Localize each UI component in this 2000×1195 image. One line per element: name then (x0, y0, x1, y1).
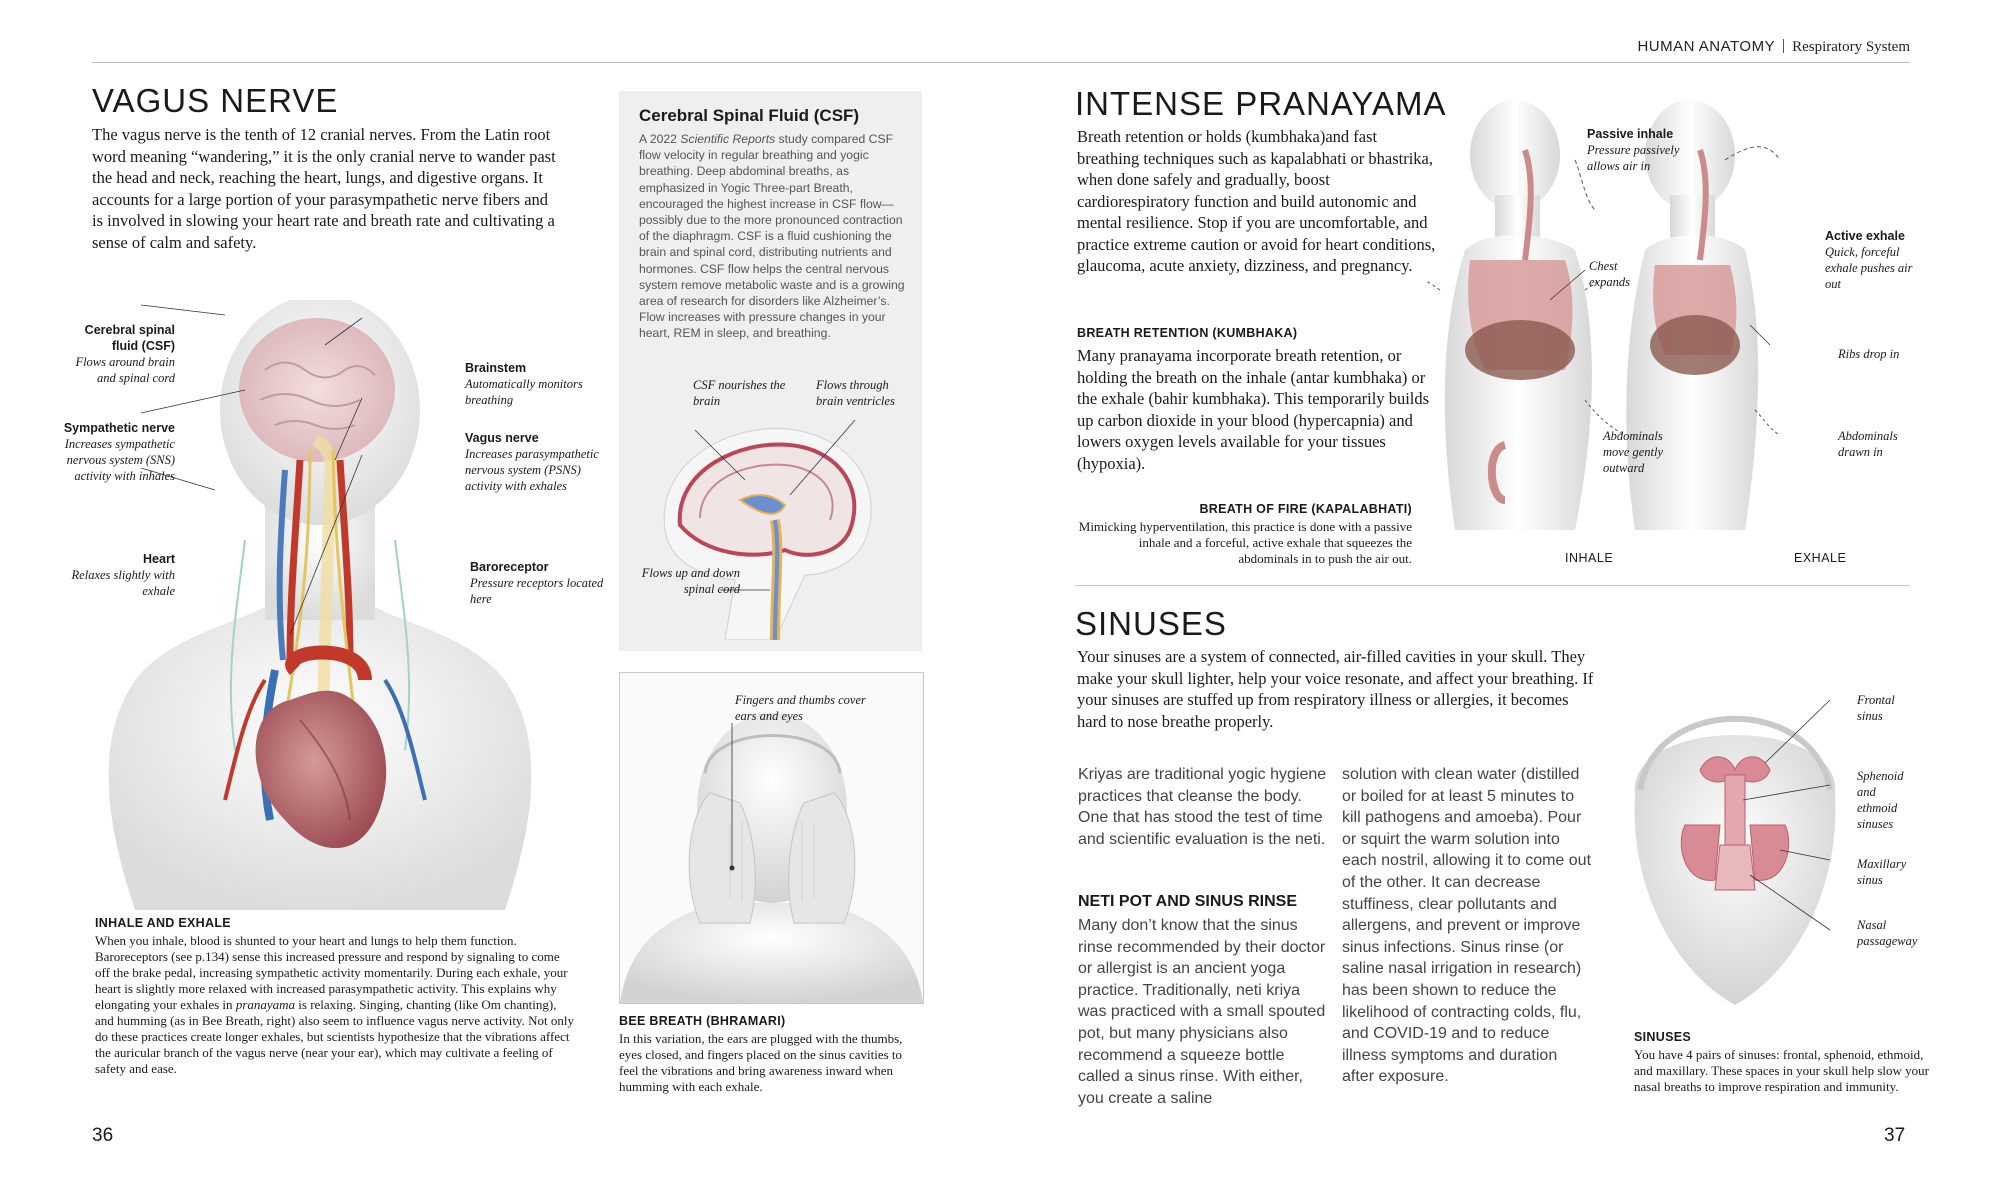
csf-box-body (639, 131, 909, 342)
label-brainstem (465, 360, 605, 408)
csf-illustration (625, 400, 915, 640)
label-csf-spinal (630, 565, 740, 597)
label-sympathetic (55, 420, 175, 484)
neti-intro: Kriyas are traditional yogic hygiene practices that cleanse the body. One that has stood the test of time and scientific evaluation is the neti. (1078, 766, 1327, 848)
label-active-exhale (1825, 228, 1920, 292)
label-bee-text: Fingers and thumbs cover ears and eyes (735, 693, 866, 723)
label-active-exhale-title: Active exhale (1825, 229, 1905, 243)
label-bee (735, 692, 885, 724)
label-baroreceptor (470, 559, 605, 607)
vagus-title: VAGUS NERVE (92, 82, 339, 119)
label-passive-inhale-desc: Pressure passively allows air in (1587, 143, 1680, 173)
label-sympathetic-title: Sympathetic nerve (63, 421, 175, 435)
sinuses-caption-body: You have 4 pairs of sinuses: frontal, sphenoid, ethmoid, and maxillary. These spaces in your skull help slow your nasal breaths to improve respiration and immunity. (1634, 1047, 1929, 1094)
label-nasal (1857, 917, 1937, 949)
label-maxillary-text: Maxillary sinus (1857, 857, 1907, 887)
label-ribs-drop (1838, 346, 1918, 362)
label-brainstem-title: Brainstem (465, 361, 527, 375)
label-vagus-desc: Increases parasympathetic nervous system (PSNS) activity with exhales (465, 447, 599, 493)
label-maxillary (1857, 856, 1927, 888)
page-number-left: 36 (92, 1125, 114, 1146)
header-separator (1783, 39, 1784, 53)
label-sphenoid (1857, 768, 1917, 832)
inhale-exhale-title: INHALE AND EXHALE (95, 916, 231, 930)
label-abdominals-in (1838, 428, 1918, 460)
neti-title: NETI POT AND SINUS RINSE (1078, 893, 1297, 910)
csf-body-em: Scientific Reports (680, 132, 776, 146)
sinuses-body: Your sinuses are a system of connected, air-filled cavities in your skull. They make your skull lighter, help your voice resonate, and affect your breathing. If your sinuses are stuffed up from respiratory illness or allergies, it becomes hard to nose breathe properly. (1077, 647, 1594, 731)
fire-body: Mimicking hyperventilation, this practice is done with a passive inhale and a forceful, active exhale that squeezes the abdominals in to push the air out. (1078, 519, 1412, 566)
inhale-exhale-body-b: is relaxing. Singing, chanting (like Om chanting), and humming (as in Bee Breath, right) also seem to influence vagus nerve activity. Not only do these practices create longer exhales, but scientists hypothesize that the vibrations affect the auricular branch of the vagus nerve (near your ear), which may cultivate a feeling of safety and ease. (95, 997, 574, 1076)
label-csf-title: Cerebral spinal fluid (CSF) (84, 323, 175, 353)
top-rule (92, 62, 1910, 63)
label-csf-desc: Flows around brain and spinal cord (75, 355, 175, 385)
inhale-exhale-body-em: pranayama (235, 997, 296, 1012)
label-nasal-text: Nasal passageway (1857, 918, 1918, 948)
label-baroreceptor-desc: Pressure receptors located here (470, 576, 604, 606)
label-sphenoid-text: Sphenoid and ethmoid sinuses (1857, 769, 1904, 831)
page-number-right: 37 (1884, 1125, 1906, 1146)
label-passive-inhale (1587, 126, 1702, 174)
inhale-exhale-body (95, 933, 575, 1077)
label-chest-expands (1589, 258, 1659, 290)
neti-body-col2: solution with clean water (distilled or boiled for at least 5 minutes to kill pathogens and amoeba). Pour or squirt the warm solution into each nostril, allowing it to come out of the other. It can decrease stuffiness, clear pollutants and allergens, and prevent or improve sinus infections. Sinus rinse (or saline nasal irrigation in research) has been shown to reduce the likelihood of contracting colds, flu, and COVID-19 and to reduce illness symptoms and duration after exposure. (1342, 766, 1592, 1086)
fire-title: BREATH OF FIRE (KAPALABHATI) (1199, 502, 1412, 516)
label-sympathetic-desc: Increases sympathetic nervous system (SNS) activity with inhales (64, 437, 175, 483)
label-baroreceptor-title: Baroreceptor (470, 560, 549, 574)
sinuses-caption-title: SINUSES (1634, 1030, 1691, 1044)
label-abdominals-out-text: Abdominals move gently outward (1603, 429, 1664, 475)
label-csf-ventricles (816, 377, 916, 409)
sinuses-illustration (1615, 675, 1855, 1015)
bee-body: In this variation, the ears are plugged with the thumbs, eyes closed, and fingers placed on the sinus cavities to feel the vibrations and bring awareness inward when humming with each exhale. (619, 1031, 903, 1094)
label-csf-brain (693, 377, 793, 409)
sinuses-title: SINUSES (1075, 605, 1227, 642)
label-ribs-drop-text: Ribs drop in (1838, 347, 1900, 361)
retention-body: Many pranayama incorporate breath retention, or holding the breath on the inhale (antar kumbhaka) or the exhale (bahir kumbhaka). This temporarily builds up carbon dioxide in your blood (hypercapnia) and lowers oxygen levels available for your tissues (hypoxia). (1077, 346, 1430, 473)
pranayama-body: Breath retention or holds (kumbhaka)and fast breathing techniques such as kapalabhati or bhastrika, when done safely and gradually, boost cardiorespiratory function and build autonomic and mental resilience. Stop if you are uncomfortable, and practice extreme caution or avoid for heart conditions, glaucoma, acute anxiety, dizziness, and pregnancy. (1077, 127, 1436, 275)
label-csf-spinal-text: Flows up and down spinal cord (641, 566, 740, 596)
csf-box-title: Cerebral Spinal Fluid (CSF) (639, 106, 860, 125)
running-header (1637, 38, 1910, 56)
label-passive-inhale-title: Passive inhale (1587, 127, 1674, 141)
retention-title: BREATH RETENTION (KUMBHAKA) (1077, 326, 1298, 340)
label-frontal (1857, 692, 1917, 724)
section-divider (1075, 585, 1910, 586)
header-section: Respiratory System (1792, 39, 1910, 55)
label-abdominals-out (1603, 428, 1683, 476)
label-vagus-title: Vagus nerve (465, 431, 539, 445)
neti-body-col1: Many don’t know that the sinus rinse recommended by their doctor or allergist is an ancient yoga practice. Traditionally, neti kriya was practiced with a small spouted pot, but many physicians also recommend a squeeze bottle called a sinus rinse. With either, you create a saline (1078, 917, 1326, 1107)
vagus-body: The vagus nerve is the tenth of 12 cranial nerves. From the Latin root word meaning “wandering,” it is the only cranial nerve to wander past the head and neck, reaching the heart, lungs, and digestive organs. It accounts for a large portion of your parasympathetic nerve fibers and is involved in slowing your heart rate and breath rate and cultivating a sense of calm and safety. (92, 125, 556, 252)
label-csf-ventricles-text: Flows through brain ventricles (816, 378, 895, 408)
label-exhale: EXHALE (1794, 551, 1847, 565)
label-heart (55, 551, 175, 599)
bee-title: BEE BREATH (BHRAMARI) (619, 1014, 786, 1028)
label-frontal-text: Frontal sinus (1857, 693, 1895, 723)
label-active-exhale-desc: Quick, forceful exhale pushes air out (1825, 245, 1913, 291)
label-csf (55, 322, 175, 386)
label-brainstem-desc: Automatically monitors breathing (465, 377, 583, 407)
label-inhale: INHALE (1565, 551, 1614, 565)
label-csf-brain-text: CSF nourishes the brain (693, 378, 786, 408)
label-heart-desc: Relaxes slightly with exhale (71, 568, 175, 598)
label-heart-title: Heart (143, 552, 175, 566)
pranayama-title: INTENSE PRANAYAMA (1075, 85, 1447, 122)
label-abdominals-in-text: Abdominals drawn in (1838, 429, 1898, 459)
header-book: HUMAN ANATOMY (1637, 38, 1776, 55)
label-vagus-nerve (465, 430, 610, 494)
csf-body-a: A 2022 (639, 132, 681, 146)
label-chest-expands-text: Chest expands (1589, 259, 1630, 289)
inhale-exhale-body-a: When you inhale, blood is shunted to your heart and lungs to help them function. Baroreceptors (see p.134) sense this increased pressure and respond by signaling to come off the brake pedal, increasing sympathetic activity momentarily. During each exhale, your heart is slightly more relaxed with increased parasympathetic activity. This explains why elongating your exhales in (95, 933, 568, 1012)
csf-body-b: study compared CSF flow velocity in regular breathing and yogic breathing. Deep abdominal breaths, as emphasized in Yogic Three-part Breath, encouraged the highest increase in CSF flow—possibly due to the more pronounced contraction of the diaphragm. CSF is a fluid cushioning the brain and spinal cord, distributing nutrients and hormones. CSF flow helps the central nervous system remove metabolic waste and is a growing area of research for disorders like Alzheimer’s. Flow increases with pressure changes in your heart, REM in sleep, and breathing. (639, 132, 905, 341)
